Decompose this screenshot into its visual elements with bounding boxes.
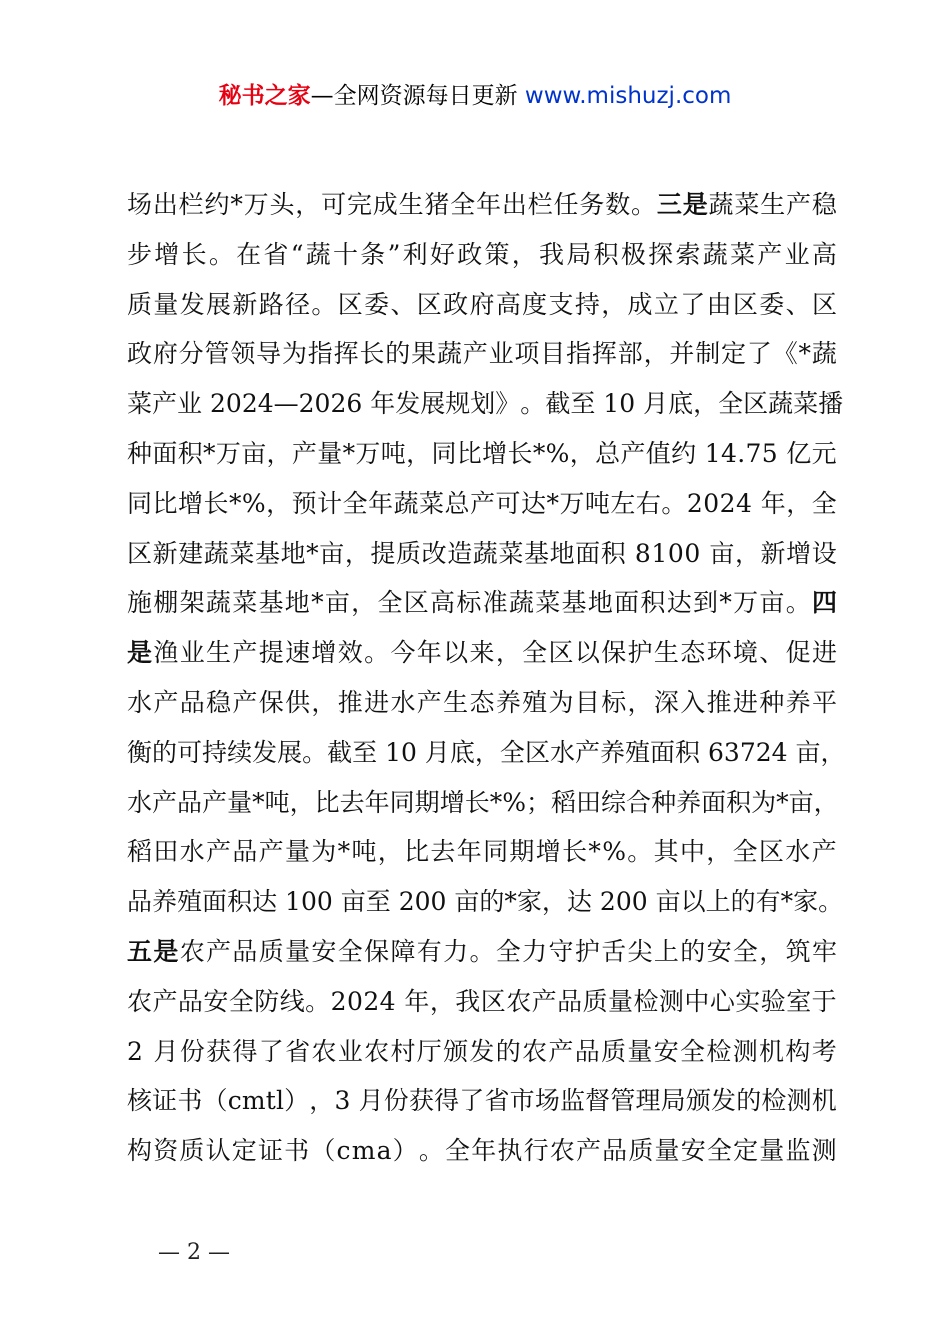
text-line: 场 出 栏 约 * 万 头 ， 可 完 成 生 猪 全 年 出 栏 任 务 数 。 三 是 蔬 菜 生 产 稳: [127, 190, 837, 219]
text-line: 政 府 分 管 领 导 为 指 挥 长 的 果 蔬 产 业 项 目 指 挥 部 ， 并 制 定 了 《 * 蔬: [127, 339, 837, 369]
site-header: [0, 80, 950, 112]
text-line: 是 渔 业 生 产 提 速 增 效 。 今 年 以 来 ， 全 区 以 保 护 生 态 环 境 、 促 进: [127, 638, 837, 668]
text-line: 农 产 品 安 全 防 线 。 2 0 2 4 年 ， 我 区 农 产 品 质 量 检 测 中 心 实 验 室 于: [127, 986, 837, 1016]
text-line: 水 产 品 产 量 * 吨 ， 比 去 年 同 期 增 长 * % ； 稻 田 综 合 种 养 面 积 为 * 亩 ，: [127, 787, 839, 817]
text-line: 种 面 积 * 万 亩 ， 产 量 * 万 吨 ， 同 比 增 长 * % ， 总 产 值 约 1 4 . 7 5 亿 元: [127, 438, 837, 468]
text-line: 区 新 建 蔬 菜 基 地 * 亩 ， 提 质 改 造 蔬 菜 基 地 面 积 8 1 0 0 亩 ， 新 增 设: [127, 538, 837, 568]
text-line: 水 产 品 稳 产 保 供 ， 推 进 水 产 生 态 养 殖 为 目 标 ， 深 入 推 进 种 养 平: [127, 687, 837, 717]
text-line: 2 月 份 获 得 了 省 农 业 农 村 厅 颁 发 的 农 产 品 质 量 安 全 检 测 机 构 考: [127, 1036, 837, 1066]
header-slogan: —全网资源每日更新: [310, 83, 518, 109]
brand-name: 秘书之家: [218, 83, 311, 109]
text-line: 稻 田 水 产 品 产 量 为 * 吨 ， 比 去 年 同 期 增 长 * % 。 其 中 ， 全 区 水 产: [127, 837, 837, 867]
text-line: 构 资 质 认 定 证 书 （ c m a ） 。 全 年 执 行 农 产 品 质 量 安 全 定 量 监 测: [127, 1136, 837, 1166]
document-body: [127, 180, 846, 1176]
text-line: 核 证 书 （ c m t l ） ， 3 月 份 获 得 了 省 市 场 监 督 管 理 局 颁 发 的 检 测 机: [127, 1086, 837, 1116]
text-line: 衡 的 可 持 续 发 展 。 截 至 1 0 月 底 ， 全 区 水 产 养 殖 面 积 6 3 7 2 4 亩 ，: [127, 737, 846, 767]
text-line: 步 增 长 。 在 省 “ 蔬 十 条 ” 利 好 政 策 ， 我 局 积 极 探 索 蔬 菜 产 业 高: [127, 239, 837, 269]
page-number: — 2 —: [158, 1240, 230, 1265]
text-line: 质 量 发 展 新 路 径 。 区 委 、 区 政 府 高 度 支 持 ， 成 立 了 由 区 委 、 区: [127, 289, 837, 319]
text-line: 施 棚 架 蔬 菜 基 地 * 亩 ， 全 区 高 标 准 蔬 菜 基 地 面 积 达 到 * 万 亩 。 四: [127, 588, 837, 618]
text-line: 品 养 殖 面 积 达 1 0 0 亩 至 2 0 0 亩 的 * 家 ， 达 2 0 0 亩 以 上 的 有 * 家 。: [127, 887, 844, 917]
site-url-link[interactable]: www.mishuzj.com: [524, 83, 732, 109]
text-line: 五 是 农 产 品 质 量 安 全 保 障 有 力 。 全 力 守 护 舌 尖 上 的 安 全 ， 筑 牢: [127, 936, 837, 966]
text-line: 同 比 增 长 * % ， 预 计 全 年 蔬 菜 总 产 可 达 * 万 吨 左 右 。 2 0 2 4 年 ， 全: [127, 488, 837, 518]
text-line: 菜 产 业 2 0 2 4 — 2 0 2 6 年 发 展 规 划 》 。 截 至 1 0 月 底 ， 全 区 蔬 菜 播: [127, 389, 844, 419]
